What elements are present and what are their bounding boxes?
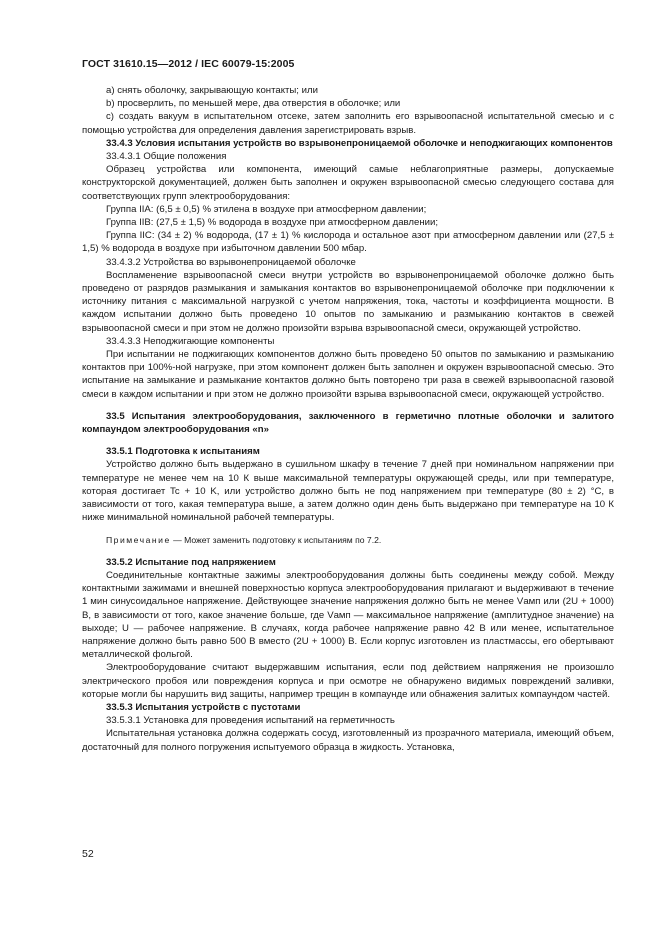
list-item: Группа IIA: (6,5 ± 0,5) % этилена в воздухе при атмосферном давлении;	[106, 203, 427, 215]
paragraph: Испытательная установка должна содержать сосуд, изготовленный из прозрачного материала, имеющий объем, достаточный для полного погружения испытуемого образца в жидкость. Установка,	[82, 728, 614, 753]
subsection-heading: 33.5.3.1 Установка для проведения испытаний на герметичность	[106, 715, 395, 727]
section-heading: 33.5 Испытания электрооборудования, заключенного в герметично плотные оболочки и залитого компаундом электрооборудования «n»	[82, 410, 614, 436]
paragraph: Соединительные контактные зажимы электрооборудования должны быть соединены между собой. Между контактными зажимами и внешней поверхностью корпуса электрооборудования прилагают и выдерживают в течение 1 мин синусоидальное напряжение. Действующее значение напряжения должно быть не менее Vамп или (2U + 1000) В, в зависимости от того, какое значение больше, где Vамп — максимальное напряжение (амплитудное значение) на выходе; U — рабочее напряжение. В случаях, когда рабочее напряжение равно 42 В или менее, испытательное напряжение должно быть равно 500 В вместо (2U + 1000) В. Если корпус изготовлен из пластмассы, его обертывают металлической фольгой.	[82, 569, 614, 661]
list-item: Группа IIC: (34 ± 2) % водорода, (17 ± 1) % кислорода и остальное азот при атмосферном давлении или (27,5 ± 1,5) % водорода в воздухе при избыточном давлении 500 мбар.	[82, 230, 614, 255]
note-text: — Может заменить подготовку к испытаниям по 7.2.	[173, 534, 382, 545]
subsection-heading: 33.4.3.1 Общие положения	[106, 151, 227, 163]
list-item: а) снять оболочку, закрывающую контакты; или	[106, 85, 318, 96]
list-item: c) создать вакуум в испытательном отсеке, затем заполнить его взрывоопасной испытательной смесью и с помощью устройства для определения давления зарегистрировать взрыв.	[82, 111, 614, 136]
list-item: Группа IIB: (27,5 ± 1,5) % водорода в воздухе при атмосферном давлении;	[106, 217, 439, 229]
note-label: Примечание	[106, 534, 171, 545]
paragraph: При испытании не поджигающих компонентов должно быть проведено 50 опытов по замыканию и размыканию контактов при 100%-ной нагрузке, при этом компонент должен быть заполнен и окружен взрывоопасной смесью. Это испытание на замыкание и размыкание контактов должно быть повторено три раза в свежей взрывоопасной газовой смеси в каждом испытании и при этом не должно произойти взрыва взрывоопасной смеси, окружающей устройство.	[82, 349, 614, 400]
document-body	[82, 84, 614, 754]
section-heading: 33.4.3 Условия испытания устройств во взрывонепроницаемой оболочке и неподжигающих компонентов	[106, 137, 613, 149]
note	[82, 534, 614, 547]
page-number: 52	[82, 848, 94, 860]
subsection-heading: 33.4.3.3 Неподжигающие компоненты	[106, 335, 275, 347]
section-heading: 33.5.3 Испытания устройств с пустотами	[106, 701, 301, 713]
section-heading: 33.5.2 Испытание под напряжением	[106, 556, 276, 568]
paragraph: Устройство должно быть выдержано в сушильном шкафу в течение 7 дней при номинальном напряжении при температуре не менее чем на 10 К выше максимальной температуры окружающей среды, или при температуре, которая достигает Tc + 10 K, или устройство должно быть не под напряжением при температуре (80 ± 2) °C, в зависимости от того, какая температура выше, а затем должно один день быть выдержано при температуре на 10 К ниже минимальной номинальной рабочей температуры.	[82, 459, 614, 524]
list-item: b) просверлить, по меньшей мере, два отверстия в оболочке; или	[106, 98, 401, 110]
paragraph: Воспламенение взрывоопасной смеси внутри устройств во взрывонепроницаемой оболочке должно быть проведено от разрядов размыкания и замыкания контактов во взрывонепроницаемой оболочке при подключении к источнику питания с максимальной нагрузкой с учетом напряжения, тока, частоты и коэффициента мощности. В каждом испытании должно быть проведено 10 опытов по замыканию и размыканию контактов в свежей взрывоопасной смеси и при этом не должно произойти взрыва взрывоопасной смеси, окружающей устройство.	[82, 269, 614, 334]
page-header: ГОСТ 31610.15—2012 / IEC 60079-15:2005	[82, 58, 295, 70]
section-heading: 33.5.1 Подготовка к испытаниям	[106, 446, 260, 458]
paragraph: Образец устройства или компонента, имеющий самые неблагоприятные размеры, допускаемые конструкторской документацией, должен быть заполнен и окружен взрывоопасной смесью следующего состава для соответствующих групп электрооборудования:	[82, 164, 614, 202]
paragraph: Электрооборудование считают выдержавшим испытания, если под действием напряжения не произошло электрического пробоя или повреждения корпуса и при осмотре не обнаружено видимых повреждений заливки, которые могли бы нарушить вид защиты, например трещин в компаунде или обнажения залитых компаундом частей.	[82, 662, 614, 700]
subsection-heading: 33.4.3.2 Устройства во взрывонепроницаемой оболочке	[106, 256, 356, 268]
